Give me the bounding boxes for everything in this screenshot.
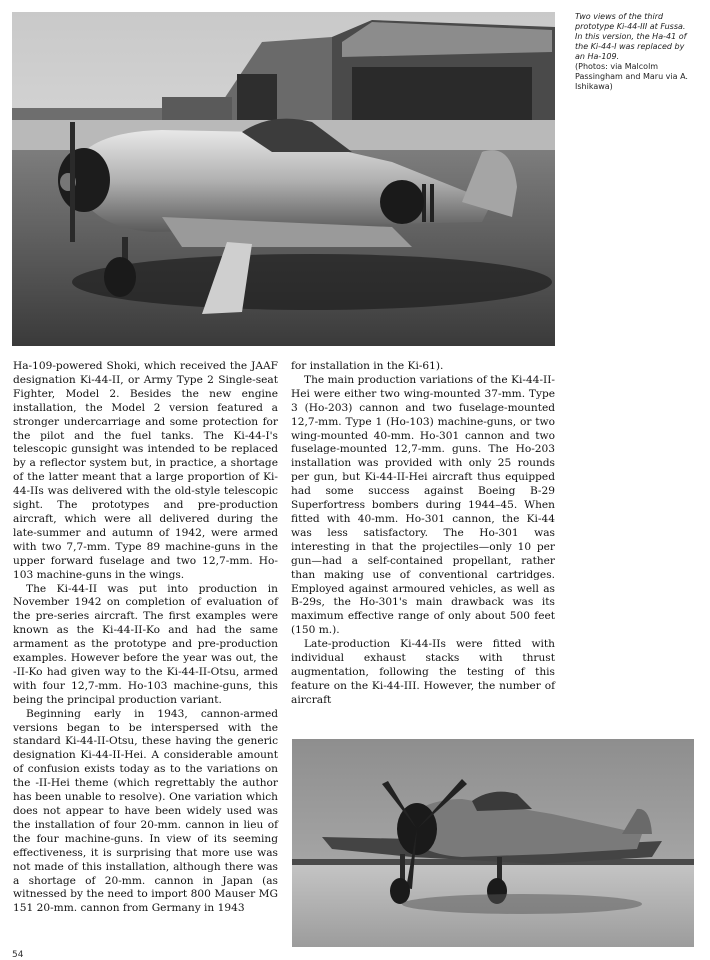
caption-text: Two views of the third prototype Ki-44-III at Fussa. In this version, the Ha-41 of the Ki-44-I was replaced by an Ha-109.	[575, 12, 687, 61]
page-number: 54	[12, 950, 24, 960]
paragraph: Late-production Ki-44-IIs were fitted with individual exhaust stacks with thrust augmentation, following the testing of this feature on the Ki-44-III. However, the number of aircraft	[291, 638, 555, 706]
paragraph: The Ki-44-II was put into production in November 1942 on completion of evaluation of the pre-series aircraft. The first examples were known as the Ki-44-II-Ko and had the same armament as the prototype and pre-production examples. However before the year was out, the -II-Ko had given way to the Ki-44-II-Otsu, armed with four 12,7-mm. Ho-103 machine-guns, this being the principal production variant.	[13, 582, 278, 706]
paragraph: Ha-109-powered Shoki, which received the JAAF designation Ki-44-II, or Army Type 2 Single-seat Fighter, Model 2. Besides the new engine installation, the Model 2 version featured a stronger undercarriage and some protection for the pilot and the fuel tanks. The Ki-44-I's telescopic gunsight was intended to be replaced by a reflector system but, in practice, a shortage of the latter meant that a large proportion of Ki-44-IIs was delivered with the old-style telescopic sight. The prototypes and pre-production aircraft, which were all delivered during the late-summer and autumn of 1942, were armed with two 7,7-mm. Type 89 machine-guns in the upper forward fuselage and two 12,7-mm. Ho-103 machine-guns in the wings.	[13, 360, 278, 581]
paragraph: The main production variations of the Ki-44-II-Hei were either two wing-mounted 37-mm. Type 3 (Ho-203) cannon and two fuselage-mounted 12,7-mm. Type 1 (Ho-103) machine-guns, or two wing-mounted 40-mm. Ho-301 cannon and two fuselage-mounted 12,7-mm. guns. The Ho-203 installation was provided with only 25 rounds per gun, but Ki-44-II-Hei aircraft thus equipped had some success against Boeing B-29 Superfortress bombers during 1944–45. When fitted with 40-mm. Ho-301 cannon, the Ki-44 was less satisfactory. The Ho-301 was interesting in that the projectiles—only 10 per gun—had a self-contained propellant, rather than making use of conventional cartridges. Employed against armoured vehicles, as well as B-29s, the Ho-301's main drawback was its maximum effective range of only about 500 feet (150 m.).	[291, 373, 555, 637]
photo-caption	[575, 12, 695, 92]
aircraft-photo-bottom	[292, 739, 694, 947]
text-column-left	[13, 360, 278, 916]
photo-ki44-front-view	[292, 739, 694, 947]
paragraph: Beginning early in 1943, cannon-armed versions began to be interspersed with the standard Ki-44-II-Otsu, these having the generic designation Ki-44-II-Hei. A considerable amount of confusion exists today as to the variations on the -II-Hei theme (which regrettably the author has been unable to resolve). One variation which does not appear to have been widely used was the installation of four 20-mm. cannon in lieu of the four machine-guns. In view of its seeming effectiveness, it is surprising that more use was not made of this installation, although there was a shortage of 20-mm. cannon in Japan (as witnessed by the need to import 800 Mauser MG 151 20-mm. cannon from Germany in 1943	[13, 707, 278, 915]
caption-credit: (Photos: via Malcolm Passingham and Maru via A. Ishikawa)	[575, 62, 688, 91]
aircraft-photo-top	[12, 12, 555, 346]
text-column-right	[291, 360, 555, 708]
paragraph: for installation in the Ki-61).	[291, 360, 444, 372]
photo-ki44-side-view	[12, 12, 555, 346]
